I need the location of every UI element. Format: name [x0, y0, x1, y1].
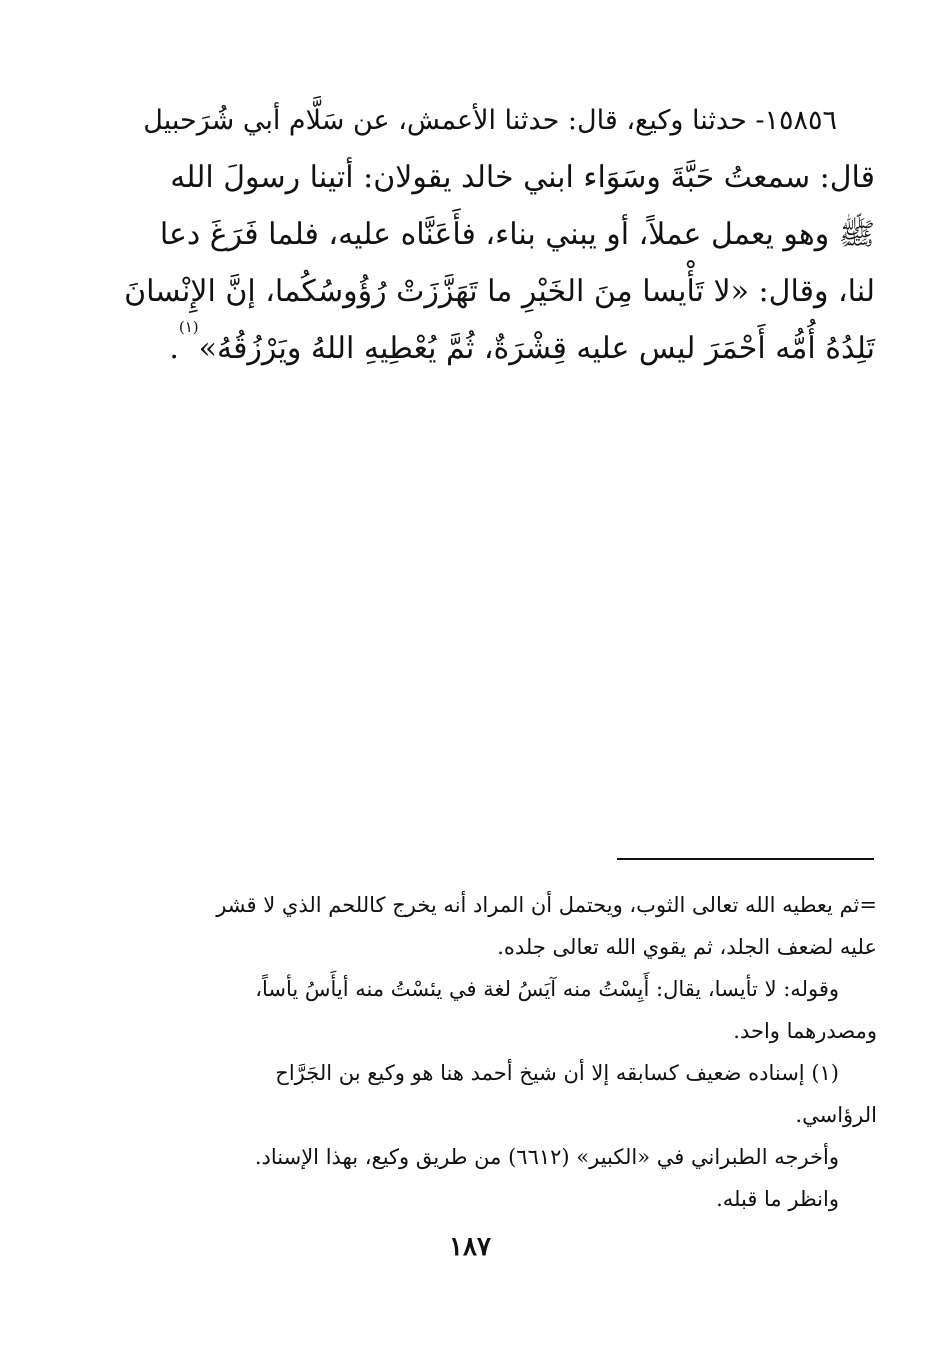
- hadith-line-2: قال: سمعتُ حَبَّةَ وسَوَاء ابني خالد يقولان: أتينا رسولَ الله: [170, 160, 875, 195]
- hadith-line-1: ١٥٨٥٦- حدثنا وكيع، قال: حدثنا الأعمش، عن سَلَّام أبي شُرَحبيل: [143, 105, 837, 136]
- footnote-line-5: (١) إسناده ضعيف كسابقه إلا أن شيخ أحمد هنا هو وكيع بن الجَرَّاح: [275, 1061, 839, 1085]
- hadith-line-5: [165, 320, 875, 377]
- hadith-line-4: لنا، وقال: «لا تَأْيسا مِنَ الخَيْرِ ما تَهَزَّزَتْ رُؤُوسُكُما، إنَّ الإِنْسانَ: [124, 274, 875, 309]
- footnote-line-1: =ثم يعطيه الله تعالى الثوب، ويحتمل أن المراد أنه يخرج كاللحم الذي لا قشر: [216, 893, 877, 917]
- hadith-final-period: .: [169, 331, 179, 366]
- page-number: ١٨٧: [449, 1232, 491, 1262]
- hadith-line-5-text: تَلِدُهُ أُمُّه أَحْمَرَ ليس عليه قِشْرَةٌ، ثُمَّ يُعْطِيهِ اللهُ ويَرْزُقُهُ»: [198, 331, 875, 366]
- hadith-text: [124, 92, 875, 377]
- footnotes-section: [165, 884, 877, 1220]
- footnote-line-8: وانظر ما قبله.: [716, 1187, 839, 1211]
- footnote-line-4: ومصدرهما واحد.: [733, 1019, 877, 1043]
- footnote-reference: (١): [178, 318, 199, 336]
- footnote-line-6: الرؤاسي.: [795, 1103, 877, 1127]
- footnote-line-2: عليه لضعف الجلد، ثم يقوي الله تعالى جلده.: [497, 935, 877, 959]
- footnote-line-3: وقوله: لا تأيسا، يقال: أَيِسْتُ منه آيَسُ لغة في يئسْتُ منه أيأَسُ يأساً،: [255, 977, 839, 1001]
- footnote-separator: [617, 858, 874, 860]
- hadith-line-3: ﷺ وهو يعمل عملاً، أو يبني بناء، فأَعَنَّاه عليه، فلما فَرَغَ دعا: [159, 217, 875, 252]
- footnote-line-7: وأخرجه الطبراني في «الكبير» (٦٦١٢) من طريق وكيع، بهذا الإسناد.: [254, 1145, 839, 1169]
